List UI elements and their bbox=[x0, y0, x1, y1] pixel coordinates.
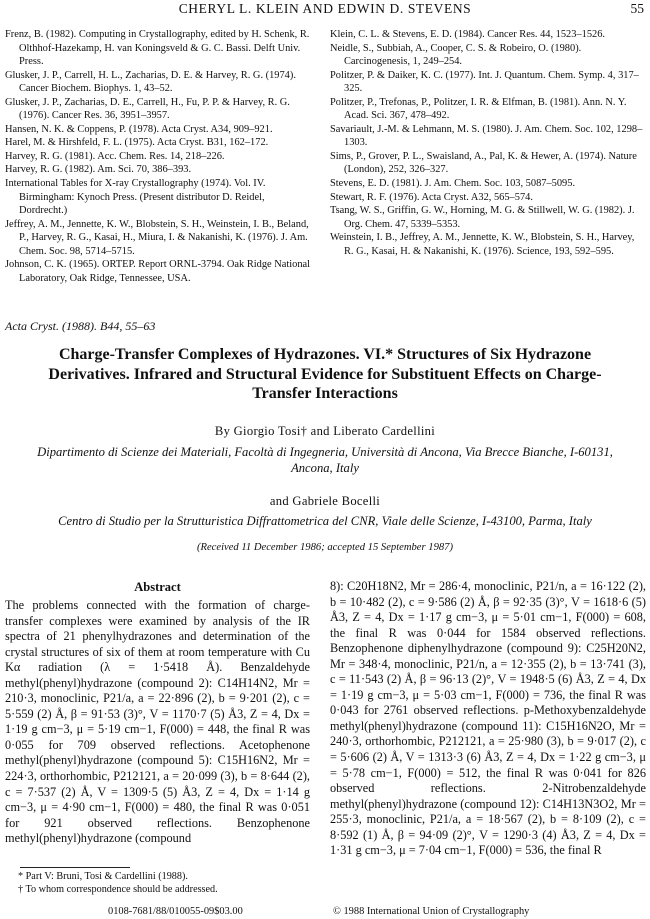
journal-citation: Acta Cryst. (1988). B44, 55–63 bbox=[5, 319, 156, 333]
reference-entry: Sims, P., Grover, P. L., Swaisland, A., Pal, K. & Hewer, A. (1974). Nature (London), 252, 326–327. bbox=[330, 150, 637, 176]
paper-title: Charge-Transfer Complexes of Hydrazones. VI.* Structures of Six Hydrazone Derivatives. Infrared and Structural Evidence for Substituent Effects on Charge-Transfer Interactions bbox=[48, 346, 602, 402]
reference-entry: Harel, M. & Hirshfeld, F. L. (1975). Acta Cryst. B31, 162–172. bbox=[5, 137, 269, 149]
abstract-heading: Abstract bbox=[134, 580, 181, 594]
reference-entry: Harvey, R. G. (1981). Acc. Chem. Res. 14, 218–226. bbox=[5, 150, 225, 162]
affiliation-1: Dipartimento di Scienze dei Materiali, Facoltà di Ingegneria, Università di Ancona, Via Brecce Bianche, I-60131, Ancona, Italy bbox=[37, 445, 613, 475]
reference-entry: Johnson, C. K. (1965). ORTEP. Report ORNL-3794. Oak Ridge National Laboratory, Oak Ridge, Tennessee, USA. bbox=[5, 259, 311, 284]
received-dates: (Received 11 December 1986; accepted 15 September 1987) bbox=[196, 542, 453, 553]
authors-line-2: and Gabriele Bocelli bbox=[269, 494, 381, 508]
reference-entry: Hansen, N. K. & Coppens, P. (1978). Acta Cryst. A34, 909–921. bbox=[5, 123, 273, 135]
reference-entry: Savariault, J.-M. & Lehmann, M. S. (1980). J. Am. Chem. Soc. 102, 1298–1303. bbox=[330, 123, 643, 149]
footnote-part-v: * Part V: Bruni, Tosi & Cardellini (1988). bbox=[18, 871, 188, 882]
running-header bbox=[0, 0, 650, 20]
abstract-left-column: The problems connected with the formation of charge-transfer complexes were examined by analysis of the IR spectra of 21 phenylhydrazones and determination of the crystal structures of six of them at room temperature with Cu Kα radiation (λ = 1·5418 Å). Benzaldehyde methyl(phenyl)hydrazone (compound 2): C14H14N2, Mr = 210·3, monoclinic, P21/a, a = 22·896 (2), b = 9·201 (2), c = 5·559 (2) Å, β = 91·53 (3)°, V = 1170·7 (5) Å3, Z = 4, Dx = 1·19 g cm−3, μ = 5·19 cm−1, F(000) = 448, the final R was 0·055 for 709 observed reflections. Acetophenone methyl(phenyl)hydrazone (compound 5): C15H16N2, Mr = 224·3, orthorhombic, P212121, a = 20·099 (3), b = 8·644 (2), c = 7·537 (2) Å, V = 1309·5 (5) Å3, Z = 4, Dx = 1·14 g cm−3, μ = 4·90 cm−1, F(000) = 480, the final R was 0·051 for 921 observed reflections. Benzophenone methyl(phenyl)hydrazone (compound bbox=[5, 598, 310, 846]
running-header-authors: CHERYL L. KLEIN AND EDWIN D. STEVENS bbox=[178, 1, 472, 16]
reference-entry: Glusker, J. P., Zacharias, D. E., Carrell, H., Fu, P. P. & Harvey, R. G. (1976). Cancer Res. 36, 3951–3957. bbox=[5, 96, 290, 122]
copyright-line: © 1988 International Union of Crystallography bbox=[333, 906, 530, 917]
reference-entry: Stevens, E. D. (1981). J. Am. Chem. Soc. 103, 5087–5095. bbox=[330, 178, 576, 190]
reference-entry: Harvey, R. G. (1982). Am. Sci. 70, 386–393. bbox=[5, 164, 192, 176]
reference-entry: Frenz, B. (1982). Computing in Crystallography, edited by H. Schenk, R. Olthhof-Hazekamp, H. van Koningsveld & G. C. Bassi. Delft Univ. Press. bbox=[5, 29, 310, 68]
references-left-column bbox=[5, 28, 310, 285]
reference-entry: Weinstein, I. B., Jeffrey, A. M., Jennette, K. W., Blobstein, S. H., Harvey, R. G., Kasai, H. & Nakanishi, K. (1976). Science, 193, 592–595. bbox=[330, 232, 635, 257]
page-number: 55 bbox=[630, 1, 644, 16]
footnote-rule bbox=[20, 867, 130, 868]
reference-entry: Klein, C. L. & Stevens, E. D. (1984). Cancer Res. 44, 1523–1526. bbox=[330, 29, 606, 40]
reference-entry: Politzer, P. & Daiker, K. C. (1977). Int. J. Quantum. Chem. Symp. 4, 317–325. bbox=[330, 69, 639, 95]
references-right-column bbox=[330, 28, 646, 258]
reference-entry: Glusker, J. P., Carrell, H. L., Zacharias, D. E. & Harvey, R. G. (1974). Cancer Biochem. Biophys. 1, 43–52. bbox=[5, 69, 296, 95]
affiliation-2: Centro di Studio per la Strutturistica Diffrattometrica del CNR, Viale delle Scienze, I-43100, Parma, Italy bbox=[58, 514, 592, 528]
reference-entry: Neidle, S., Subbiah, A., Cooper, C. S. & Robeiro, O. (1980). Carcinogenesis, 1, 249–254. bbox=[330, 42, 582, 68]
reference-entry: International Tables for X-ray Crystallography (1974). Vol. IV. Birmingham: Kynoch Press. (Present distributor D. Reidel, Dordrecht.) bbox=[5, 178, 266, 217]
reference-entry: Jeffrey, A. M., Jennette, K. W., Blobstein, S. H., Weinstein, I. B., Beland, P., Harvey, R. G., Kasai, H., Miura, I. & Nakanishi, K. (1976). J. Am. Chem. Soc. 98, 5714–5715. bbox=[5, 218, 309, 257]
footnote-correspondence: † To whom correspondence should be addressed. bbox=[18, 884, 218, 895]
reference-entry: Politzer, P., Trefonas, P., Politzer, I. R. & Elfman, B. (1981). Ann. N. Y. Acad. Sci. 367, 478–492. bbox=[330, 96, 627, 122]
issn-line: 0108-7681/88/010055-09$03.00 bbox=[108, 906, 243, 917]
reference-entry: Tsang, W. S., Griffin, G. W., Horning, M. G. & Stillwell, W. G. (1982). J. Org. Chem. 47, 5339–5353. bbox=[330, 205, 635, 230]
authors-line-1: By Giorgio Tosi† and Liberato Cardellini bbox=[214, 424, 436, 438]
abstract-right-column: 8): C20H18N2, Mr = 286·4, monoclinic, P21/n, a = 16·122 (2), b = 10·482 (2), c = 9·586 (2) Å, β = 92·35 (3)°, V = 1618·6 (5) Å3, Z = 4, Dx = 1·17 g cm−3, μ = 5·01 cm−1, F(000) = 608, the final R was 0·044 for 1584 observed reflections. Benzophenone diphenylhydrazone (compound 9): C25H20N2, Mr = 348·4, monoclinic, P21/n, a = 12·355 (2), b = 13·741 (3), c = 11·543 (2) Å, β = 96·13 (2)°, V = 1948·5 (6) Å3, Z = 4, Dx = 1·19 g cm−3, μ = 5·03 cm−1, F(000) = 736, the final R was 0·043 for 2761 observed reflections. p-Methoxybenzaldehyde methyl(phenyl)hydrazone (compound 11): C15H16N2O, Mr = 240·3, orthorhombic, P212121, a = 25·980 (3), b = 9·017 (2), c = 5·606 (2) Å, V = 1313·3 (6) Å3, Z = 4, Dx = 1·22 g cm−3, μ = 5·78 cm−1, F(000) = 512, the final R was 0·041 for 826 observed reflections. 2-Nitrobenzaldehyde methyl(phenyl)hydrazone (compound 12): C14H13N3O2, Mr = 255·3, monoclinic, P21/a, a = 18·567 (2), b = 8·109 (2), c = 8·592 (1) Å, β = 94·09 (2)°, V = 1290·3 (4) Å3, Z = 4, Dx = 1·31 g cm−3, μ = 7·04 cm−1, F(000) = 536, the final R bbox=[330, 579, 646, 858]
reference-entry: Stewart, R. F. (1976). Acta Cryst. A32, 565–574. bbox=[330, 191, 533, 203]
